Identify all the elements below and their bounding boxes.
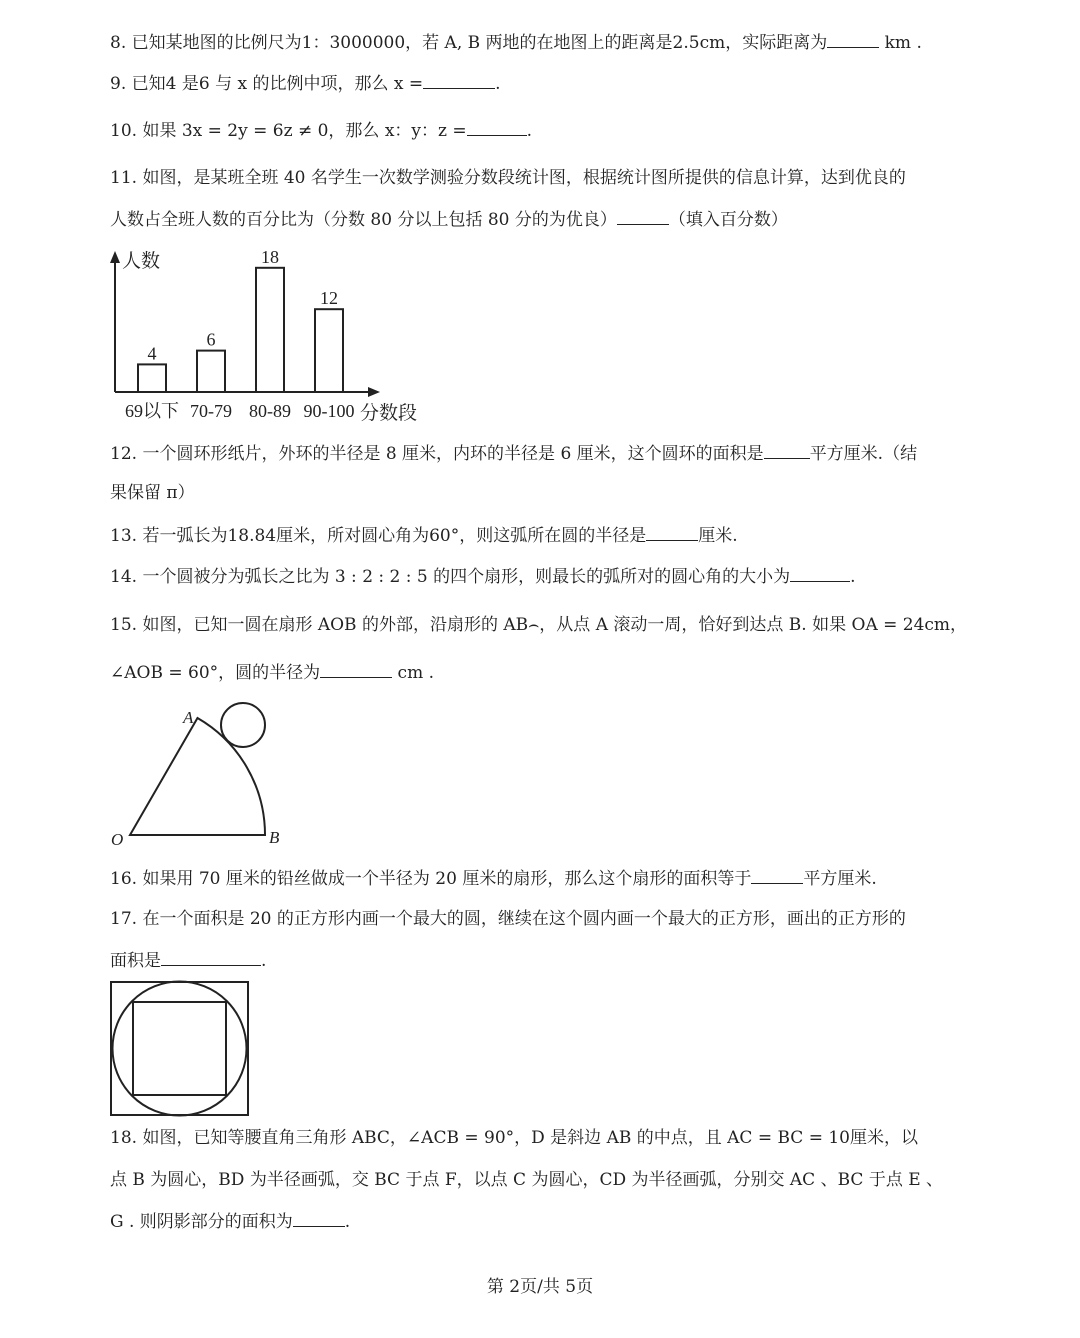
q9-text: 9. 已知4 是6 与 x 的比例中项，那么 x = [110,74,424,94]
question-17: 17. 在一个面积是 20 的正方形内画一个最大的圆，继续在这个圆内画一个最大的正方形，画出的正方形的 [110,909,906,929]
question-16 [110,867,877,890]
answer-blank [764,442,810,459]
question-12 [110,442,917,465]
question-12-line2: 果保留 π） [110,483,195,503]
q16-text: 16. 如果用 70 厘米的铅丝做成一个半径为 20 厘米的扇形，那么这个扇形的面积等于 [110,869,752,889]
bar-2 [256,268,284,392]
q18-text: G . 则阴影部分的面积为 [110,1212,293,1232]
question-18-line2: 点 B 为圆心，BD 为半径画弧，交 BC 于点 F，以点 C 为圆心，CD 为半径画弧，分别交 AC 、BC 于点 E 、 [110,1170,944,1190]
q10-text: 10. 如果 3x = 2y = 6z ≠ 0，那么 x：y：z = [110,121,467,141]
q11-text: 人数占全班人数的百分比为（分数 80 分以上包括 80 分的为优良） [110,210,617,230]
category-label: 69以下 [125,401,179,421]
q15-unit: cm . [397,663,434,683]
question-10 [110,119,532,142]
label-o: O [111,830,124,849]
q17-end: . [261,951,267,971]
q12-text: 12. 一个圆环形纸片，外环的半径是 8 厘米，内环的半径是 6 厘米，这个圆环的面积是 [110,444,764,464]
x-axis-arrow-icon [368,387,380,397]
question-11-line2 [110,208,788,231]
bar-1 [197,351,225,392]
question-8 [110,31,922,54]
answer-blank [790,565,850,582]
answer-blank [161,949,261,966]
question-15-line2 [110,661,434,684]
rolling-circle [221,703,265,747]
question-18: 18. 如图，已知等腰直角三角形 ABC，∠ACB = 90°，D 是斜边 AB 的中点，且 AC = BC = 10厘米，以 [110,1128,918,1148]
page-footer: 第 2页/共 5页 [486,1277,594,1297]
question-13 [110,524,738,547]
category-label: 80-89 [249,401,291,421]
bar-value-label: 6 [206,329,216,350]
question-11: 11. 如图，是某班全班 40 名学生一次数学测验分数段统计图，根据统计图所提供的信息计算，达到优良的 [110,168,906,188]
q13-text: 13. 若一弧长为18.84厘米，所对圆心角为60°，则这弧所在圆的半径是 [110,526,647,546]
q8-text: 8. 已知某地图的比例尺为1：3000000，若 A, B 两地的在地图上的距离是2.5cm，实际距离为 [110,33,828,53]
q8-unit: km . [884,33,922,53]
question-18-line3 [110,1210,350,1233]
q13-unit: 厘米. [698,526,738,546]
bar-0 [138,364,166,392]
answer-blank [423,72,495,89]
q11-note: （填入百分数） [668,210,788,230]
q16-unit: 平方厘米. [803,869,877,889]
q12-unit: 平方厘米.（结 [809,444,918,464]
answer-blank [617,208,669,225]
question-14 [110,565,856,588]
category-label: 90-100 [303,401,355,421]
bar-value-label: 18 [261,246,279,267]
q18-end: . [344,1212,351,1232]
y-axis-arrow-icon [110,251,120,263]
bar-value-label: 12 [320,288,338,309]
q17-text: 面积是 [110,951,161,971]
answer-blank [751,867,803,884]
x-axis-label: 分数段 [360,403,418,424]
category-label: 70-79 [190,401,232,421]
q14-end: . [850,567,856,587]
inner-square [133,1002,226,1095]
question-9 [110,72,501,95]
score-bar-chart [100,245,430,430]
label-b: B [269,828,280,847]
question-17-line2 [110,949,266,972]
bar-value-label: 4 [147,343,157,364]
q14-text: 14. 一个圆被分为弧长之比为 3 : 2 : 2 : 5 的四个扇形，则最长的弧所对的圆心角的大小为 [110,567,791,587]
q9-end: . [495,74,501,94]
sector-aob [130,718,265,835]
q10-end: . [526,121,533,141]
answer-blank [467,119,527,136]
bar-3 [315,309,343,392]
answer-blank [827,31,879,48]
answer-blank [320,661,392,678]
y-axis-label: 人数 [122,251,161,272]
question-15: 15. 如图，已知一圆在扇形 AOB 的外部，沿扇形的 AB⌢，从点 A 滚动一周，恰好到达点 B. 如果 OA = 24cm， [110,615,968,635]
q15-text: ∠AOB = 60°，圆的半径为 [110,663,321,683]
square-circle-figure [105,977,255,1122]
label-a: A [183,708,194,727]
answer-blank [646,524,698,541]
sector-aob-figure [100,695,300,855]
answer-blank [293,1210,345,1227]
